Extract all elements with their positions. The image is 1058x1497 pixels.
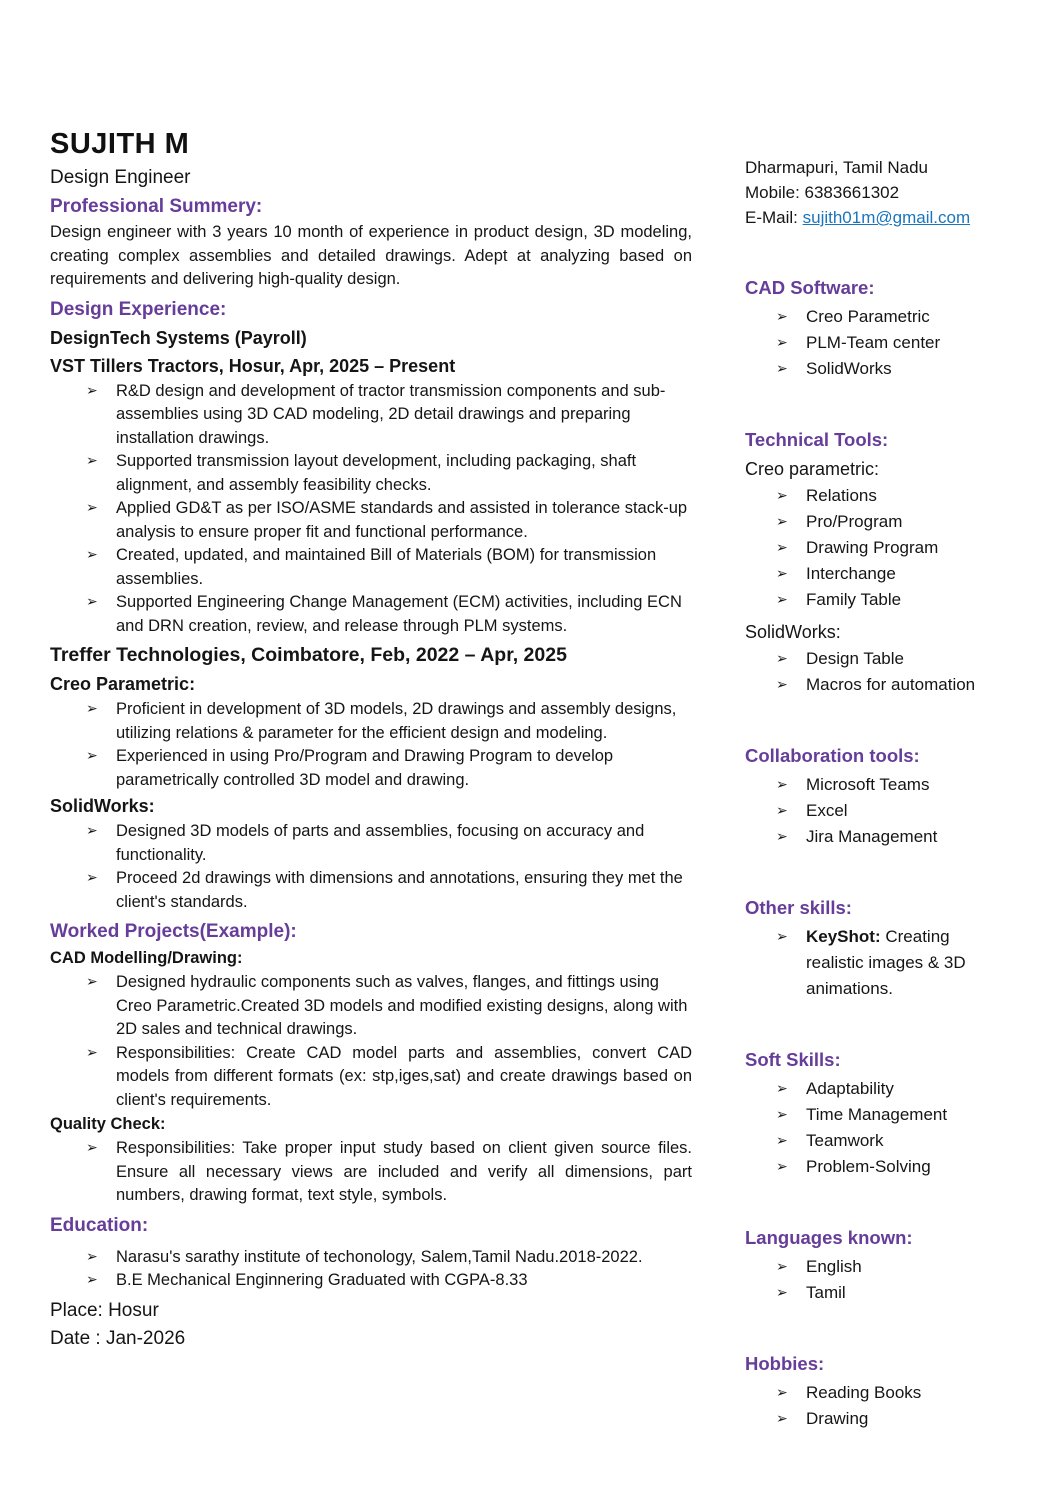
keyshot-label: KeyShot: [806, 927, 881, 946]
creo-bullet-list [86, 698, 692, 792]
subheading-solidworks-sidebar: SolidWorks: [745, 622, 841, 642]
list-item-label: PLM-Team center [806, 333, 941, 352]
solidworks-tools-list [776, 646, 1010, 698]
section-heading-hobbies: Hobbies: [745, 1353, 825, 1374]
list-item-label: Creo Parametric [806, 307, 930, 326]
arrow-bullet-icon: ➢ [86, 823, 98, 839]
list-item [776, 1380, 1010, 1406]
bullet-text: Proficient in development of 3D models, 2D drawings and assembly designs, utilizing relations & parameter for the efficient design and modeling. [116, 700, 677, 742]
list-item [776, 772, 1010, 798]
arrow-bullet-icon: ➢ [776, 803, 788, 819]
list-item-label: Drawing Program [806, 538, 939, 557]
list-item [86, 497, 692, 544]
main-column [50, 128, 692, 1432]
list-item [86, 1137, 692, 1208]
solidworks-bullet-list [86, 820, 692, 914]
list-item [776, 798, 1010, 824]
arrow-bullet-icon: ➢ [86, 701, 98, 717]
arrow-bullet-icon: ➢ [86, 1044, 98, 1061]
list-item [776, 1128, 1010, 1154]
bullet-text: Narasu's sarathy institute of techonology, Salem,Tamil Nadu.2018-2022. [116, 1247, 643, 1266]
bullet-text: Responsibilities: Take proper input study based on client given source files. Ensure all necessary views are included and verify all dimensions, part numbers, drawing format, text style, symbols. [116, 1139, 692, 1204]
vst-bullet-list [86, 380, 692, 639]
arrow-bullet-icon: ➢ [776, 488, 788, 504]
arrow-bullet-icon: ➢ [86, 870, 98, 886]
sidebar-column [745, 155, 1010, 1432]
list-item [776, 304, 1010, 330]
section-heading-worked-projects: Worked Projects(Example): [50, 921, 297, 942]
list-item [86, 544, 692, 591]
arrow-bullet-icon: ➢ [776, 1081, 788, 1097]
arrow-bullet-icon: ➢ [776, 1107, 788, 1123]
list-item-label: Jira Management [806, 827, 938, 846]
list-item-label: Tamil [806, 1283, 846, 1302]
arrow-bullet-icon: ➢ [776, 677, 788, 693]
list-item-label: Problem-Solving [806, 1157, 931, 1176]
candidate-name: SUJITH M [50, 128, 190, 160]
company-treffer: Treffer Technologies, Coimbatore, Feb, 2022 – Apr, 2025 [50, 644, 567, 666]
subheading-quality-check: Quality Check: [50, 1115, 166, 1133]
list-item [86, 867, 692, 914]
hobbies-list [776, 1380, 1010, 1432]
list-item [86, 591, 692, 638]
cad-projects-bullet-list [86, 971, 692, 1112]
list-item [86, 971, 692, 1042]
list-item-label: Design Table [806, 649, 904, 668]
section-heading-soft-skills: Soft Skills: [745, 1049, 841, 1070]
cad-software-list [776, 304, 1010, 382]
section-heading-technical-tools: Technical Tools: [745, 429, 889, 450]
list-item [86, 450, 692, 497]
list-item-label [806, 924, 1010, 1002]
list-item [86, 1042, 692, 1113]
quality-check-bullet-list [86, 1137, 692, 1208]
education-bullet-list [86, 1246, 692, 1293]
bullet-text: Designed 3D models of parts and assemblies, focusing on accuracy and functionality. [116, 822, 645, 864]
cad-software-section [745, 277, 1010, 382]
section-heading-education: Education: [50, 1214, 149, 1236]
list-item-label: Reading Books [806, 1383, 922, 1402]
arrow-bullet-icon: ➢ [86, 594, 98, 610]
bullet-text: Supported transmission layout development, including packaging, shaft alignment, and assembly feasibility checks. [116, 452, 637, 494]
arrow-bullet-icon: ➢ [86, 382, 98, 399]
contact-location: Dharmapuri, Tamil Nadu [745, 158, 928, 177]
list-item [86, 380, 692, 451]
section-heading-collaboration-tools: Collaboration tools: [745, 745, 920, 766]
arrow-bullet-icon: ➢ [776, 361, 788, 377]
bullet-text: Proceed 2d drawings with dimensions and annotations, ensuring they met the client's standards. [116, 869, 683, 911]
email-link[interactable]: sujith01m@gmail.com [802, 208, 971, 227]
arrow-bullet-icon: ➢ [86, 748, 98, 764]
section-heading-design-experience: Design Experience: [50, 298, 227, 320]
arrow-bullet-icon: ➢ [776, 829, 788, 845]
list-item-label: SolidWorks [806, 359, 892, 378]
bullet-text: R&D design and development of tractor transmission components and sub-assemblies using 3D CAD modeling, 2D detail drawings and preparing installation drawings. [116, 381, 666, 447]
bullet-text: Designed hydraulic components such as valves, flanges, and fittings using Creo Parametric.Created 3D models and modified existing designs, along with 2D sales and technical drawings. [116, 973, 688, 1038]
arrow-bullet-icon: ➢ [776, 1411, 788, 1427]
arrow-bullet-icon: ➢ [776, 540, 788, 556]
bullet-text: Supported Engineering Change Management (ECM) activities, including ECN and DRN creation, review, and release through PLM systems. [116, 593, 682, 635]
place-line: Place: Hosur [50, 1299, 159, 1321]
list-item [776, 356, 1010, 382]
arrow-bullet-icon: ➢ [776, 592, 788, 608]
arrow-bullet-icon: ➢ [86, 1272, 98, 1288]
arrow-bullet-icon: ➢ [86, 500, 98, 516]
email-label: E-Mail: [745, 208, 803, 227]
subheading-creo-parametric: Creo Parametric: [50, 674, 196, 694]
arrow-bullet-icon: ➢ [776, 514, 788, 530]
bullet-text: Created, updated, and maintained Bill of Materials (BOM) for transmission assemblies. [116, 546, 657, 588]
arrow-bullet-icon: ➢ [776, 566, 788, 582]
arrow-bullet-icon: ➢ [776, 1159, 788, 1175]
list-item-label: Relations [806, 486, 877, 505]
arrow-bullet-icon: ➢ [86, 547, 98, 563]
list-item [776, 330, 1010, 356]
list-item [776, 1254, 1010, 1280]
role-vst-tillers: VST Tillers Tractors, Hosur, Apr, 2025 – Present [50, 355, 456, 376]
list-item-label: Time Management [806, 1105, 948, 1124]
list-item [776, 1154, 1010, 1180]
list-item [776, 1406, 1010, 1432]
contact-section [745, 155, 1010, 230]
arrow-bullet-icon: ➢ [776, 929, 788, 945]
list-item [776, 535, 1010, 561]
arrow-bullet-icon: ➢ [86, 453, 98, 469]
other-skills-section [745, 897, 1010, 1002]
list-item [776, 587, 1010, 613]
company-designtech: DesignTech Systems (Payroll) [50, 327, 307, 348]
subheading-creo-parametric-sidebar: Creo parametric: [745, 459, 880, 479]
arrow-bullet-icon: ➢ [776, 309, 788, 325]
list-item-label: Adaptability [806, 1079, 894, 1098]
subheading-cad-modelling: CAD Modelling/Drawing: [50, 949, 243, 967]
hobbies-section [745, 1353, 1010, 1432]
bullet-text: B.E Mechanical Enginnering Graduated with CGPA-8.33 [116, 1271, 528, 1289]
signoff-block [50, 1297, 692, 1353]
section-heading-other-skills: Other skills: [745, 897, 852, 918]
section-heading-professional-summary: Professional Summery: [50, 196, 263, 217]
list-item [776, 1076, 1010, 1102]
list-item [776, 561, 1010, 587]
list-item [776, 483, 1010, 509]
section-heading-languages: Languages known: [745, 1227, 913, 1248]
list-item [86, 1246, 692, 1270]
list-item [776, 824, 1010, 850]
section-heading-cad-software: CAD Software: [745, 277, 875, 298]
arrow-bullet-icon: ➢ [776, 1259, 788, 1275]
other-skills-list [776, 924, 1010, 1002]
list-item [776, 1280, 1010, 1306]
arrow-bullet-icon: ➢ [86, 1248, 98, 1265]
bullet-text: Experienced in using Pro/Program and Drawing Program to develop parametrically controlled 3D model and drawing. [116, 747, 614, 789]
arrow-bullet-icon: ➢ [776, 1285, 788, 1301]
bullet-text: Applied GD&T as per ISO/ASME standards and assisted in tolerance stack-up analysis to ensure proper fit and functional performance. [116, 499, 688, 541]
creo-tools-list [776, 483, 1010, 613]
languages-list [776, 1254, 1010, 1306]
list-item-label: Microsoft Teams [806, 775, 930, 794]
technical-tools-section [745, 429, 1010, 698]
list-item [776, 672, 1010, 698]
list-item [86, 698, 692, 745]
list-item [86, 1269, 692, 1293]
arrow-bullet-icon: ➢ [776, 1133, 788, 1149]
professional-summary-text: Design engineer with 3 years 10 month of experience in product design, 3D modeling, creating complex assemblies and detailed drawings. Adept at analyzing based on requirements and delivering high-quality design. [50, 223, 692, 288]
arrow-bullet-icon: ➢ [776, 1385, 788, 1401]
list-item-label: Drawing [806, 1409, 869, 1428]
date-line: Date : Jan-2026 [50, 1327, 186, 1349]
arrow-bullet-icon: ➢ [776, 777, 788, 793]
arrow-bullet-icon: ➢ [776, 335, 788, 351]
list-item-label: Excel [806, 801, 848, 820]
list-item-label: Pro/Program [806, 512, 903, 531]
soft-skills-section [745, 1049, 1010, 1180]
list-item [86, 820, 692, 867]
list-item-label: Interchange [806, 564, 896, 583]
contact-email-line [745, 205, 1010, 230]
arrow-bullet-icon: ➢ [776, 651, 788, 667]
arrow-bullet-icon: ➢ [86, 1140, 98, 1156]
arrow-bullet-icon: ➢ [86, 974, 98, 990]
list-item-label: Macros for automation [806, 675, 976, 694]
list-item-label: Teamwork [806, 1131, 884, 1150]
list-item [776, 924, 1010, 1002]
soft-skills-list [776, 1076, 1010, 1180]
collaboration-tools-section [745, 745, 1010, 850]
keyshot-description: Creating realistic images & 3D animations. [806, 927, 966, 998]
list-item [776, 509, 1010, 535]
contact-mobile: Mobile: 6383661302 [745, 183, 900, 202]
languages-section [745, 1227, 1010, 1306]
bullet-text: Responsibilities: Create CAD model parts and assemblies, convert CAD models from different formats (ex: stp,iges,sat) and create drawings based on client's requirements. [116, 1043, 692, 1109]
collaboration-tools-list [776, 772, 1010, 850]
list-item-label: English [806, 1257, 862, 1276]
list-item [776, 646, 1010, 672]
list-item-label: Family Table [806, 590, 902, 609]
list-item [776, 1102, 1010, 1128]
subheading-solidworks: SolidWorks: [50, 796, 155, 816]
candidate-title: Design Engineer [50, 167, 191, 188]
list-item [86, 745, 692, 792]
